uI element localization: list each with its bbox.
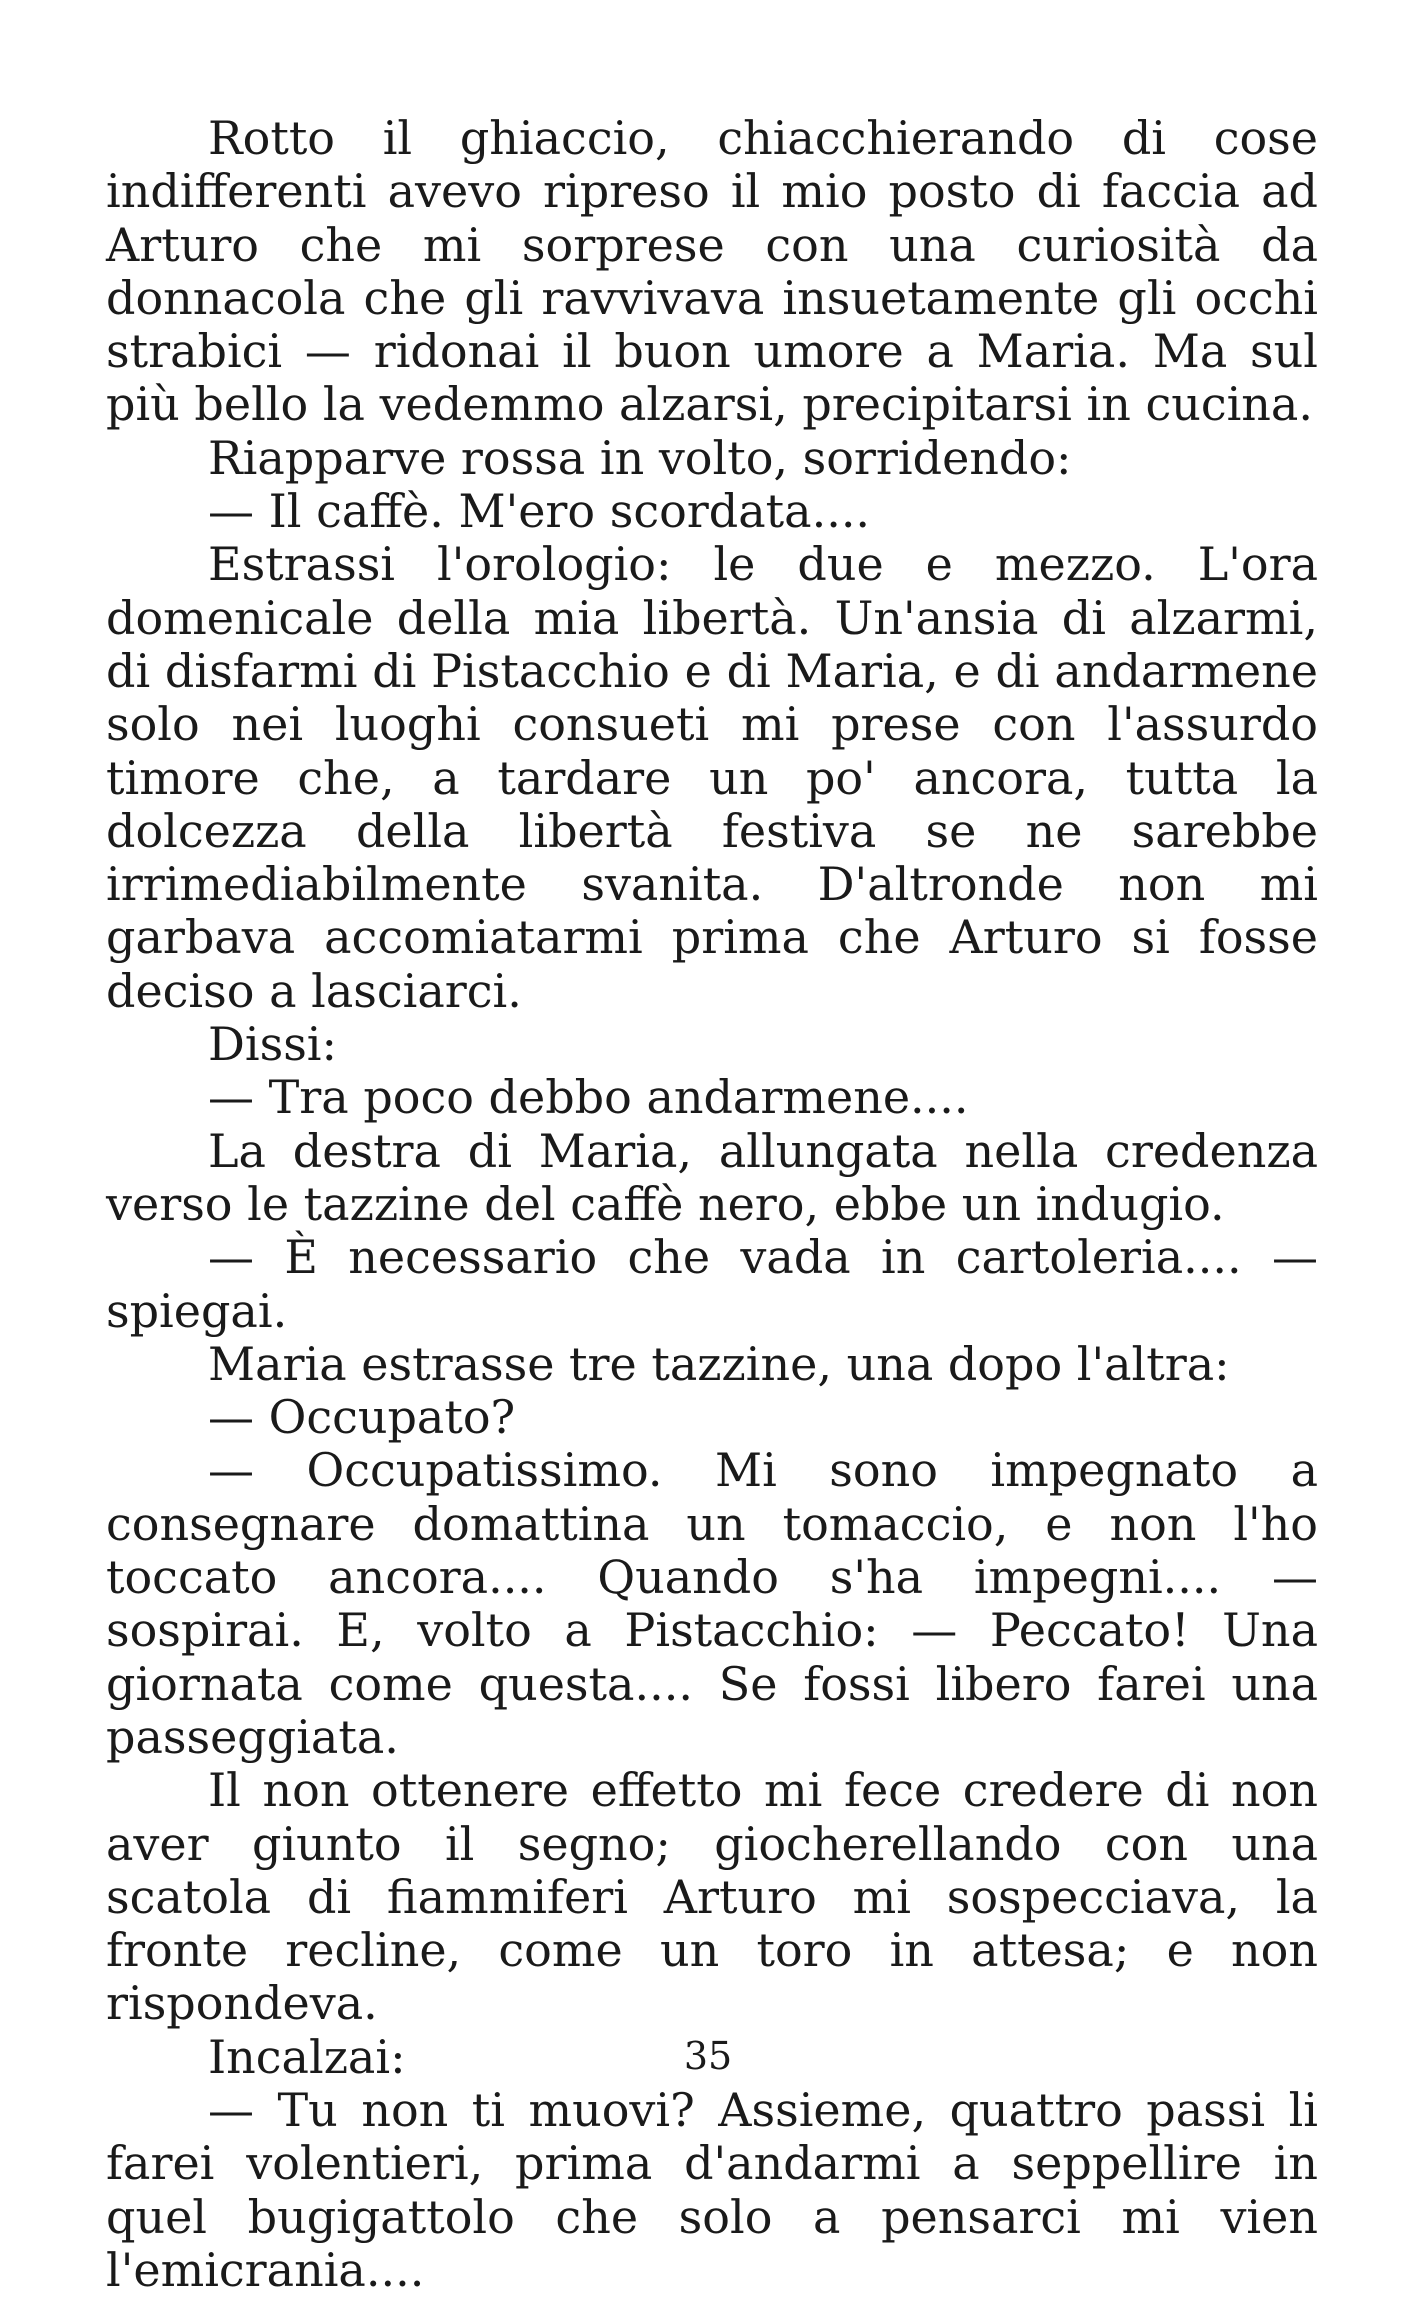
paragraph: Rotto il ghiaccio, chiacchierando di cose indifferenti avevo ripreso il mio posto di faccia ad Arturo che mi sorprese con una curiosità da donnacola che gli ravvivava insuetamente gli occhi strabici — ridonai il buon umore a Maria. Ma sul più bello la vedemmo alzarsi, precipitarsi in cucina. bbox=[106, 111, 1318, 432]
paragraph: — Occupato? bbox=[208, 1390, 516, 1445]
paragraph: Dissi: bbox=[208, 1017, 338, 1072]
page-number: 35 bbox=[683, 2034, 733, 2078]
paragraph: Incalzai: bbox=[208, 2029, 406, 2084]
paragraph: Maria estrasse tre tazzine, una dopo l'altra: bbox=[208, 1336, 1230, 1391]
paragraph: — Occupatissimo. Mi sono impegnato a consegnare domattina un tomaccio, e non l'ho toccato ancora.... Quando s'ha impegni.... — sospirai. E, volto a Pistacchio: — Peccato! Una giornata come questa.... Se fossi libero farei una passeggiata. bbox=[106, 1443, 1318, 1764]
paragraph: Estrassi l'orologio: le due e mezzo. L'ora domenicale della mia libertà. Un'ansia di alzarmi, di disfarmi di Pistacchio e di Maria, e di andarmene solo nei luoghi consueti mi prese con l'assurdo timore che, a tardare un po' ancora, tutta la dolcezza della libertà festiva se ne sarebbe irrimediabilmente svanita. D'altronde non mi garbava accomiatarmi prima che Arturo si fosse deciso a lasciarci. bbox=[106, 537, 1318, 1018]
paragraph: La destra di Maria, allungata nella credenza verso le tazzine del caffè nero, ebbe un indugio. bbox=[106, 1123, 1318, 1231]
paragraph: — Tu non ti muovi? Assieme, quattro passi li farei volentieri, prima d'andarmi a seppellire in quel bugigattolo che solo a pensarci mi vien l'emicrania.... bbox=[106, 2082, 1318, 2297]
paragraph: — Tra poco debbo andarmene.... bbox=[208, 1070, 969, 1125]
paragraph: Riapparve rossa in volto, sorridendo: bbox=[208, 430, 1072, 485]
body-text bbox=[106, 112, 1318, 2297]
paragraph: — È necessario che vada in cartoleria.... — spiegai. bbox=[106, 1230, 1318, 1338]
paragraph: — Il caffè. M'ero scordata.... bbox=[208, 484, 871, 539]
paragraph: Il non ottenere effetto mi fece credere di non aver giunto il segno; giocherellando con una scatola di fiammiferi Arturo mi sospecciava, la fronte recline, come un toro in attesa; e non rispondeva. bbox=[106, 1763, 1318, 2031]
